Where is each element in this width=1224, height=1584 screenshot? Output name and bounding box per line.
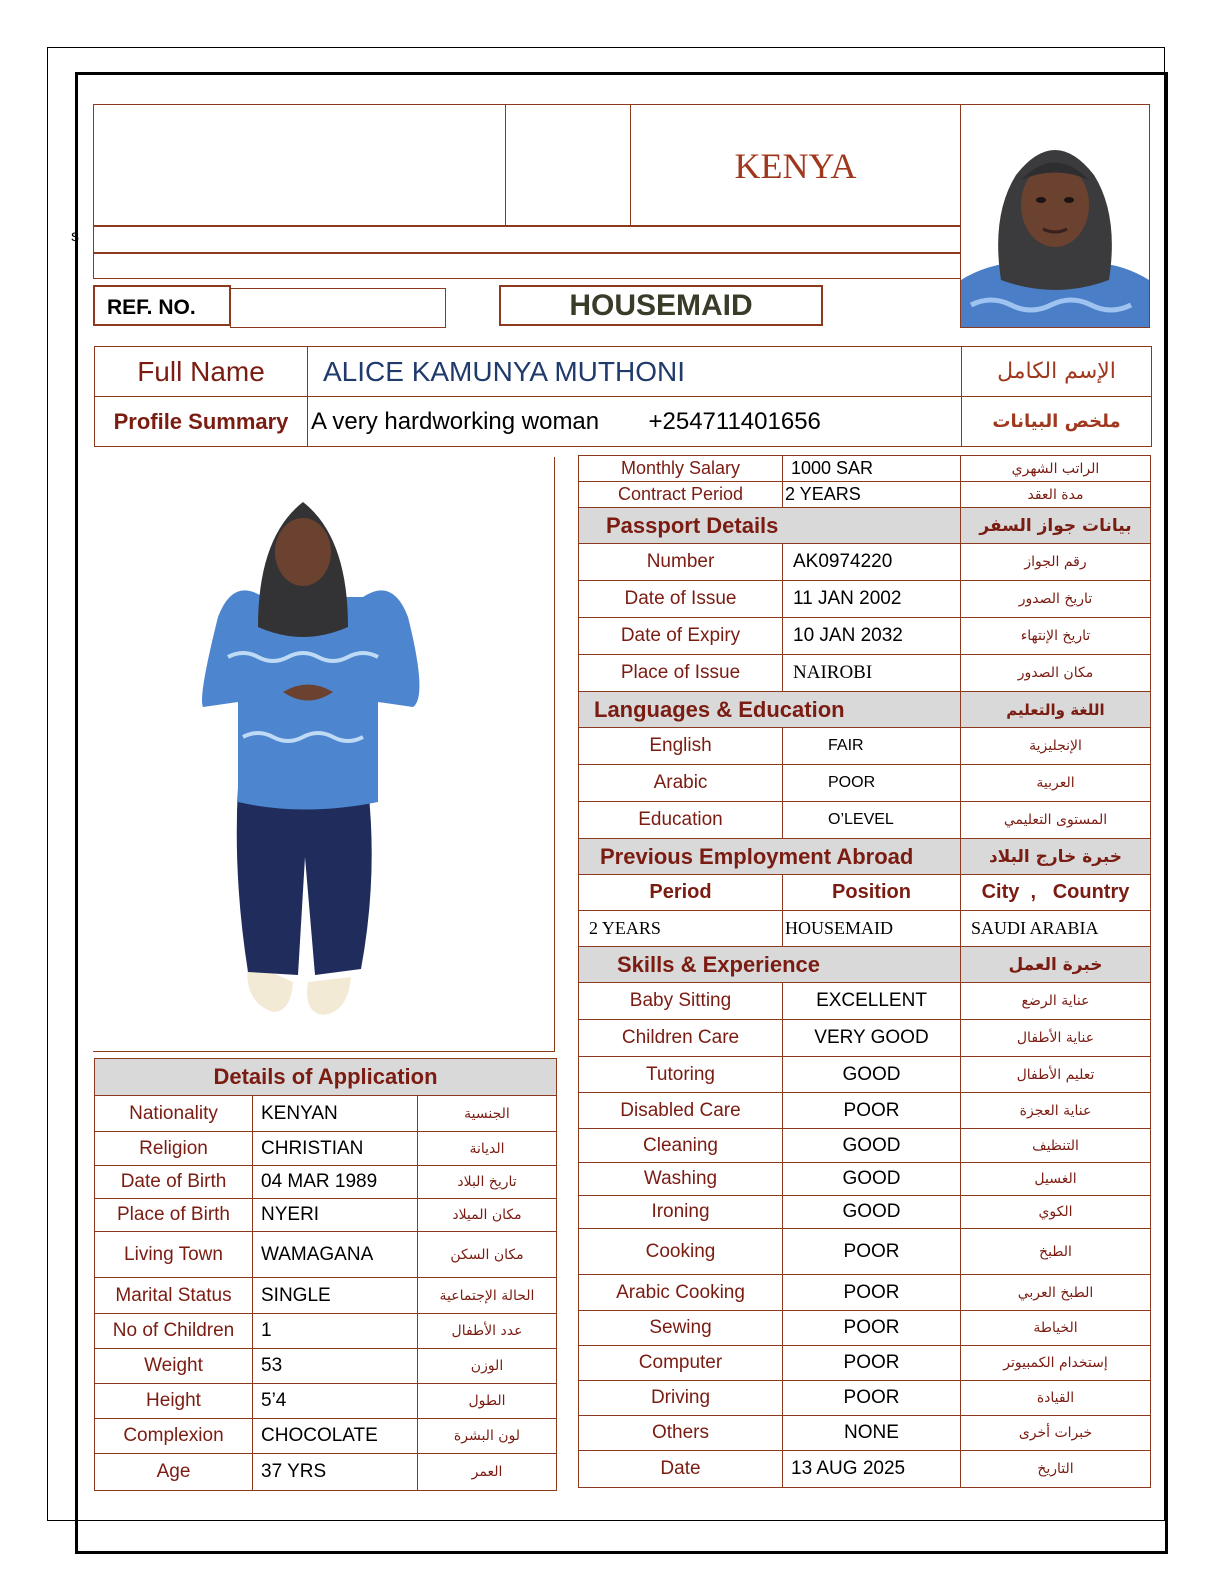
row-label: Date of Issue bbox=[579, 581, 783, 618]
skills-row bbox=[579, 1057, 1151, 1093]
row-value: POOR bbox=[783, 1093, 961, 1129]
skills-row bbox=[579, 1129, 1151, 1163]
row-arabic-label: الخياطة bbox=[961, 1311, 1151, 1346]
row-label: Education bbox=[579, 802, 783, 839]
job-title-box bbox=[499, 285, 823, 326]
salary-ar: الراتب الشهري bbox=[961, 456, 1151, 482]
row-value: POOR bbox=[783, 1311, 961, 1346]
row-value: POOR bbox=[783, 1275, 961, 1311]
row-label: Ironing bbox=[579, 1196, 783, 1229]
skills-title: Skills & Experience bbox=[579, 947, 961, 983]
row-label: Living Town bbox=[95, 1232, 253, 1278]
skills-row bbox=[579, 1381, 1151, 1416]
row-arabic-label: مكان السكن bbox=[418, 1232, 557, 1278]
salary-value: 1000 SAR bbox=[783, 456, 961, 482]
passport-row bbox=[579, 581, 1151, 618]
row-value: AK0974220 bbox=[783, 544, 961, 581]
ref-no-label: REF. NO. bbox=[107, 296, 196, 319]
contract-period-label: Contract Period bbox=[579, 482, 783, 508]
row-label: Weight bbox=[95, 1349, 253, 1384]
details-row bbox=[95, 1132, 557, 1166]
skills-title-ar: خبرة العمل bbox=[961, 947, 1151, 983]
row-arabic-label: خبرات أخرى bbox=[961, 1416, 1151, 1451]
salary-label: Monthly Salary bbox=[579, 456, 783, 482]
row-arabic-label: الكوي bbox=[961, 1196, 1151, 1229]
row-arabic-label: تعليم الأطفال bbox=[961, 1057, 1151, 1093]
row-value: GOOD bbox=[783, 1057, 961, 1093]
skills-row bbox=[579, 1196, 1151, 1229]
row-label: Driving bbox=[579, 1381, 783, 1416]
skills-row bbox=[579, 1311, 1151, 1346]
row-value: FAIR bbox=[783, 728, 961, 765]
contract-period-ar: مدة العقد bbox=[961, 482, 1151, 508]
row-arabic-label: تاريخ البلاد bbox=[418, 1166, 557, 1199]
row-label: Date of Expiry bbox=[579, 618, 783, 655]
header-strip-2 bbox=[93, 253, 961, 279]
skills-row bbox=[579, 1020, 1151, 1057]
row-value: CHOCOLATE bbox=[253, 1419, 418, 1454]
row-value: POOR bbox=[783, 765, 961, 802]
row-label: Date of Birth bbox=[95, 1166, 253, 1199]
details-row bbox=[95, 1314, 557, 1349]
row-label: Complexion bbox=[95, 1419, 253, 1454]
row-arabic-label: العربية bbox=[961, 765, 1151, 802]
employment-location: SAUDI ARABIA bbox=[961, 911, 1151, 947]
row-label: Children Care bbox=[579, 1020, 783, 1057]
row-value: 10 JAN 2032 bbox=[783, 618, 961, 655]
row-label: Sewing bbox=[579, 1311, 783, 1346]
details-row bbox=[95, 1199, 557, 1232]
row-value: 1 bbox=[253, 1314, 418, 1349]
details-title: Details of Application bbox=[95, 1059, 557, 1096]
skills-row bbox=[579, 1416, 1151, 1451]
row-arabic-label: المستوى التعليمي bbox=[961, 802, 1151, 839]
employment-title-ar: خبرة خارج البلاد bbox=[961, 839, 1151, 875]
skills-row bbox=[579, 1229, 1151, 1275]
row-label: Tutoring bbox=[579, 1057, 783, 1093]
skills-row bbox=[579, 1163, 1151, 1196]
row-label: Washing bbox=[579, 1163, 783, 1196]
languages-row bbox=[579, 802, 1151, 839]
row-value: 04 MAR 1989 bbox=[253, 1166, 418, 1199]
row-label: Computer bbox=[579, 1346, 783, 1381]
row-value: GOOD bbox=[783, 1163, 961, 1196]
details-row bbox=[95, 1454, 557, 1491]
country-box bbox=[630, 104, 961, 226]
row-value: 5’4 bbox=[253, 1384, 418, 1419]
details-row bbox=[95, 1166, 557, 1199]
row-value: WAMAGANA bbox=[253, 1232, 418, 1278]
row-arabic-label: العمر bbox=[418, 1454, 557, 1491]
row-value: POOR bbox=[783, 1229, 961, 1275]
languages-title-ar: اللغة والتعليم bbox=[961, 692, 1151, 728]
details-row bbox=[95, 1278, 557, 1314]
row-value: 11 JAN 2002 bbox=[783, 581, 961, 618]
row-label: Cooking bbox=[579, 1229, 783, 1275]
row-arabic-label: عناية الأطفال bbox=[961, 1020, 1151, 1057]
row-value: GOOD bbox=[783, 1129, 961, 1163]
row-arabic-label: تاريخ الصدور bbox=[961, 581, 1151, 618]
header-blank-box-2 bbox=[505, 104, 631, 226]
employment-col-period: Period bbox=[579, 875, 783, 911]
profile-summary-value bbox=[308, 397, 962, 447]
row-arabic-label: الطبخ bbox=[961, 1229, 1151, 1275]
skills-row bbox=[579, 1451, 1151, 1488]
header-strip-1 bbox=[93, 226, 961, 253]
row-arabic-label: القيادة bbox=[961, 1381, 1151, 1416]
row-arabic-label: رقم الجواز bbox=[961, 544, 1151, 581]
details-row bbox=[95, 1419, 557, 1454]
employment-title: Previous Employment Abroad bbox=[579, 839, 961, 875]
profile-table bbox=[94, 346, 1152, 447]
details-table bbox=[94, 1058, 557, 1491]
row-label: Marital Status bbox=[95, 1278, 253, 1314]
profile-summary-label: Profile Summary bbox=[95, 397, 308, 447]
full-name-value: ALICE KAMUNYA MUTHONI bbox=[308, 347, 962, 397]
passport-row bbox=[579, 544, 1151, 581]
skills-row bbox=[579, 1346, 1151, 1381]
row-value: NONE bbox=[783, 1416, 961, 1451]
languages-title: Languages & Education bbox=[579, 692, 961, 728]
row-arabic-label: الطول bbox=[418, 1384, 557, 1419]
row-label: Cleaning bbox=[579, 1129, 783, 1163]
skills-row bbox=[579, 983, 1151, 1020]
full-body-photo bbox=[93, 457, 555, 1052]
passport-title: Passport Details bbox=[579, 508, 961, 544]
row-arabic-label: عناية العجزة bbox=[961, 1093, 1151, 1129]
row-label: Age bbox=[95, 1454, 253, 1491]
row-arabic-label: لون البشرة bbox=[418, 1419, 557, 1454]
languages-row bbox=[579, 728, 1151, 765]
skills-row bbox=[579, 1093, 1151, 1129]
row-label: Disabled Care bbox=[579, 1093, 783, 1129]
details-row bbox=[95, 1349, 557, 1384]
row-arabic-label: تاريخ الإنتهاء bbox=[961, 618, 1151, 655]
employment-col-position: Position bbox=[783, 875, 961, 911]
job-title: HOUSEMAID bbox=[569, 289, 753, 322]
row-label: Place of Issue bbox=[579, 655, 783, 692]
row-label: Number bbox=[579, 544, 783, 581]
row-arabic-label: الحالة الإجتماعية bbox=[418, 1278, 557, 1314]
employment-position: HOUSEMAID bbox=[783, 911, 961, 947]
row-value: GOOD bbox=[783, 1196, 961, 1229]
row-arabic-label: الديانة bbox=[418, 1132, 557, 1166]
row-label: Place of Birth bbox=[95, 1199, 253, 1232]
row-label: Baby Sitting bbox=[579, 983, 783, 1020]
passport-row bbox=[579, 655, 1151, 692]
row-arabic-label: التنظيف bbox=[961, 1129, 1151, 1163]
row-value: EXCELLENT bbox=[783, 983, 961, 1020]
ref-no-label-box bbox=[93, 285, 231, 326]
portrait-photo bbox=[960, 104, 1150, 328]
details-row bbox=[95, 1384, 557, 1419]
row-value: POOR bbox=[783, 1346, 961, 1381]
row-value: 53 bbox=[253, 1349, 418, 1384]
row-arabic-label: الإنجليزية bbox=[961, 728, 1151, 765]
details-row bbox=[95, 1096, 557, 1132]
row-arabic-label: عدد الأطفال bbox=[418, 1314, 557, 1349]
skills-row bbox=[579, 1275, 1151, 1311]
row-arabic-label: الجنسية bbox=[418, 1096, 557, 1132]
row-label: Nationality bbox=[95, 1096, 253, 1132]
info-table bbox=[578, 455, 1151, 1488]
row-arabic-label: عناية الرضع bbox=[961, 983, 1151, 1020]
row-label: Arabic Cooking bbox=[579, 1275, 783, 1311]
row-value: NAIROBI bbox=[783, 655, 961, 692]
phone-number: +254711401656 bbox=[648, 407, 821, 435]
row-label: Height bbox=[95, 1384, 253, 1419]
row-label: Religion bbox=[95, 1132, 253, 1166]
row-value: VERY GOOD bbox=[783, 1020, 961, 1057]
row-value: POOR bbox=[783, 1381, 961, 1416]
row-value: O’LEVEL bbox=[783, 802, 961, 839]
row-arabic-label: الغسيل bbox=[961, 1163, 1151, 1196]
row-value: NYERI bbox=[253, 1199, 418, 1232]
row-label: Others bbox=[579, 1416, 783, 1451]
row-arabic-label: إستخدام الكمبيوتر bbox=[961, 1346, 1151, 1381]
contract-period-value: 2 YEARS bbox=[783, 482, 961, 508]
ref-no-value-box bbox=[230, 288, 446, 328]
passport-title-ar: بيانات جواز السفر bbox=[961, 508, 1151, 544]
row-label: No of Children bbox=[95, 1314, 253, 1349]
stray-mark: s bbox=[71, 228, 79, 245]
employment-period: 2 YEARS bbox=[579, 911, 783, 947]
row-arabic-label: التاريخ bbox=[961, 1451, 1151, 1488]
profile-summary-ar: ملخص البيانات bbox=[962, 397, 1152, 447]
row-value: 13 AUG 2025 bbox=[783, 1451, 961, 1488]
passport-row bbox=[579, 618, 1151, 655]
row-arabic-label: الوزن bbox=[418, 1349, 557, 1384]
summary-text: A very hardworking woman bbox=[311, 407, 600, 435]
row-arabic-label: الطبخ العربي bbox=[961, 1275, 1151, 1311]
row-value: KENYAN bbox=[253, 1096, 418, 1132]
row-label: Arabic bbox=[579, 765, 783, 802]
country-name: KENYA bbox=[734, 146, 857, 186]
row-value: SINGLE bbox=[253, 1278, 418, 1314]
row-label: Date bbox=[579, 1451, 783, 1488]
header-blank-box bbox=[93, 104, 506, 226]
employment-col-city: City , Country bbox=[961, 875, 1151, 911]
details-row bbox=[95, 1232, 557, 1278]
row-arabic-label: مكان الميلاد bbox=[418, 1199, 557, 1232]
languages-row bbox=[579, 765, 1151, 802]
row-label: English bbox=[579, 728, 783, 765]
full-name-label: Full Name bbox=[95, 347, 308, 397]
row-value: 37 YRS bbox=[253, 1454, 418, 1491]
full-name-ar: الإسم الكامل bbox=[962, 347, 1152, 397]
row-arabic-label: مكان الصدور bbox=[961, 655, 1151, 692]
row-value: CHRISTIAN bbox=[253, 1132, 418, 1166]
